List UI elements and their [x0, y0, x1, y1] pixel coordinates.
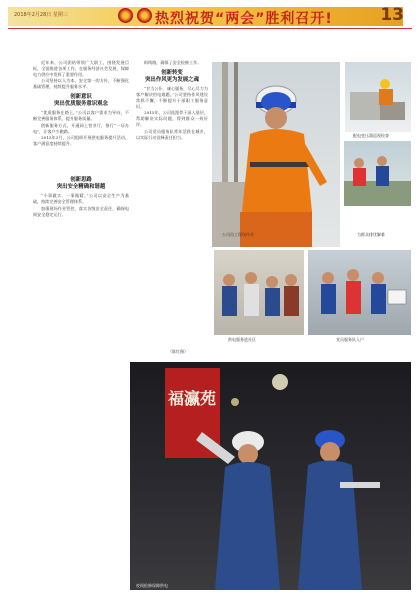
photo-community-right: [308, 250, 411, 335]
photo-lineman: [212, 62, 340, 247]
article-paragraph: 2015年，公司选派骨干深入基层，帮助解决实际问题，得到群众一致好评。: [136, 110, 208, 128]
article-paragraph: 2015年3月，公司组织开展供电服务提升活动，客户满意度持续提升。: [33, 135, 129, 146]
field-workers-illustration: [344, 141, 411, 206]
article-paragraph: 创新服务方式，开通网上营业厅，推行“一证办电”，让客户少跑路。: [33, 122, 129, 134]
section-heading-line: 突出作风更为发展之魂: [145, 77, 199, 84]
article-paragraph: 公司党员服务队常年活跃在城乡，以实际行动诠释责任担当。: [136, 128, 208, 140]
photo-caption: 为群众排忧解难: [357, 232, 385, 237]
photo-caption: 夜间抢修保障供电: [136, 583, 168, 588]
page-number: 13: [380, 5, 404, 25]
banner-text: 福瀛苑: [167, 389, 217, 408]
article-column-2: [136, 60, 208, 350]
photographer-credit: （陈红摄）: [168, 349, 188, 354]
header-divider: [8, 28, 412, 29]
issue-date: 2018年2月28日 星期三: [14, 12, 68, 18]
article-column-1: [33, 60, 129, 430]
transformer-illustration: [345, 62, 411, 132]
emblem-icon: [118, 8, 133, 23]
page-headline: 热烈祝贺“两会”胜利召开!: [155, 11, 333, 27]
section-heading: [33, 94, 129, 108]
section-heading: [136, 70, 208, 84]
article-paragraph: 加强现场作业管控，落实各级安全责任，确保电网安全稳定运行。: [33, 205, 129, 217]
section-heading-line: 突出安全精确和谐越: [56, 184, 106, 191]
article-paragraph: 近年来，公司团结带领广大职工，围绕发展目标，全面推进各项工作，在服务经济社会发展、保障电力供应中发挥了重要作用。: [33, 60, 129, 77]
photo-community-left: [214, 250, 304, 335]
photo-caption: 供电服务进社区: [228, 337, 256, 342]
photo-night-repair: [130, 362, 411, 590]
article-paragraph: “小事做实、一事做精。”公司以安全生产为基础，持续完善安全管理体系。: [33, 193, 129, 205]
section-heading-line: 创新意识: [70, 94, 92, 101]
emblem-icon: [137, 8, 152, 23]
night-repair-illustration: [130, 362, 411, 590]
page-header: [0, 0, 420, 30]
lineman-illustration: [212, 62, 340, 247]
photo-caption: 公司员工现场作业: [222, 232, 254, 237]
article-paragraph: 织线路，确保了安全检修工作。: [144, 60, 202, 65]
section-heading-line: 突出优质服务意识观念: [54, 101, 108, 108]
photo-caption: 配电变压器巡视检查: [353, 133, 389, 138]
section-heading: [33, 177, 129, 191]
photo-workers-field: [344, 141, 411, 206]
section-heading-line: 创新转变: [161, 69, 183, 76]
article-paragraph: “优质服务在路上。”公司以客户需求为导向，不断完善服务体系，提升服务质量。: [33, 110, 129, 122]
community-illustration: [214, 250, 304, 335]
volunteers-illustration: [308, 250, 411, 335]
section-heading-line: 创新思路: [70, 176, 92, 183]
photo-transformer: [345, 62, 411, 132]
photo-caption: 党员服务队入户: [336, 337, 364, 342]
article-paragraph: 公司坚持以人为本、安全第一的方针，不断强化基础管理，持续提升服务水平。: [33, 78, 129, 90]
article-paragraph: “甘当公仆、诚心服务，尽心尽力为客户解决用电难题。”公司坚持作风建设常抓不懈，不断提升干部职工服务意识。: [136, 86, 208, 110]
